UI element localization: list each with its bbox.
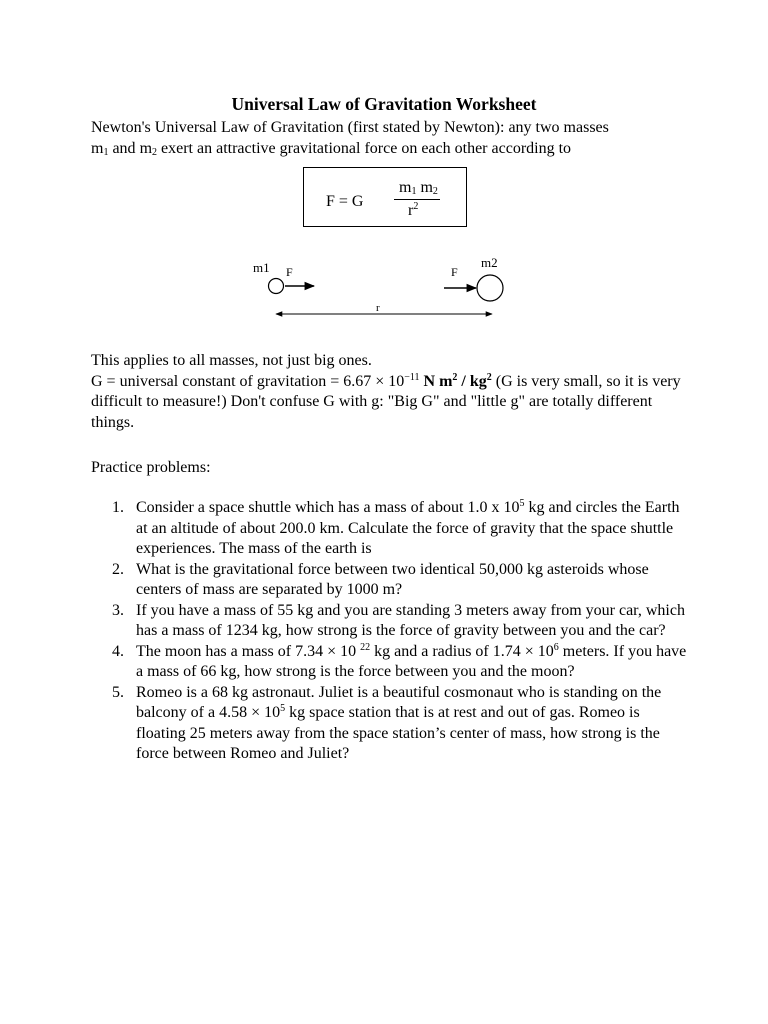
intro-and: and xyxy=(108,139,140,157)
problem-text: kg and circles the Earth at an altitude of about 200.0 km. Calculate the force of gravity that the space shuttle experiences. The mass of the earth is xyxy=(136,499,680,557)
two-mass-diagram xyxy=(250,253,510,323)
distance-label: r xyxy=(376,302,380,314)
problem-number: 3. xyxy=(112,601,124,619)
problem-number: 1. xyxy=(112,499,124,516)
explanation-text xyxy=(91,351,691,433)
force-left-label: F xyxy=(286,265,293,279)
problem-text: The moon has a mass of 7.34 × 10 xyxy=(136,642,361,660)
fraction-bar xyxy=(394,199,440,200)
formula-r: r xyxy=(408,202,414,219)
g-units-n-m: N m xyxy=(419,372,453,390)
problem-number: 4. xyxy=(112,642,124,660)
intro-m1-subscript: 1 xyxy=(103,146,109,158)
exponent: 6 xyxy=(553,641,559,653)
applies-line: This applies to all masses, not just big ones. xyxy=(91,352,372,369)
problem-text: Consider a space shuttle which has a mass of about 1.0 x 10 xyxy=(136,499,520,516)
problem-number: 5. xyxy=(112,683,124,701)
intro-paragraph xyxy=(91,118,691,159)
big-g-definition xyxy=(91,372,691,434)
force-right-label: F xyxy=(451,265,458,279)
problem-4 xyxy=(91,642,691,683)
formula-denominator xyxy=(408,201,418,222)
g-units-kg-exponent: 2 xyxy=(486,371,492,383)
problem-text: What is the gravitational force between two identical 50,000 kg asteroids whose centers of mass are separated by 1000 m? xyxy=(136,560,649,598)
problem-text: meters. If you have a mass of 66 kg, how strong is the force between you and the moon? xyxy=(136,642,687,680)
problem-3 xyxy=(91,601,691,642)
problem-2 xyxy=(91,560,691,601)
problem-text: Romeo is a 68 kg astronaut. Juliet is a beautiful cosmonaut who is standing on the balcony of a 4.58 × 10 xyxy=(136,683,662,721)
g-explanation: (G is very small, so it is very difficult to measure!) Don't confuse G with g: "Big G" and "little g" are totally different things. xyxy=(91,372,681,431)
g-exponent: −11 xyxy=(404,371,420,383)
g-units-m-exponent: 2 xyxy=(452,371,458,383)
formula-lhs: F = G xyxy=(326,193,364,210)
exponent: 22 xyxy=(360,641,371,653)
intro-m2: m xyxy=(139,139,153,157)
mass-1-circle xyxy=(269,279,284,294)
exponent: 5 xyxy=(280,703,286,714)
formula-m2-subscript: 2 xyxy=(432,186,438,197)
intro-line-1: Newton's Universal Law of Gravitation (first stated by Newton): any two masses xyxy=(91,119,609,136)
intro-m2-subscript: 2 xyxy=(152,146,158,158)
problem-5 xyxy=(91,683,691,765)
g-constant-text: G = universal constant of gravitation = 6.67 × 10 xyxy=(91,372,405,390)
intro-line-2: exert an attractive gravitational force on each other according to xyxy=(157,139,572,157)
worksheet-title: Universal Law of Gravitation Worksheet xyxy=(231,94,537,114)
m1-label: m1 xyxy=(253,260,270,275)
gravitation-formula-box xyxy=(303,167,467,227)
mass-2-circle xyxy=(477,275,503,301)
formula-m1: m xyxy=(399,179,412,196)
g-units xyxy=(420,373,492,390)
exponent: 5 xyxy=(519,498,525,509)
problem-text: kg space station that is at rest and out of gas. Romeo is floating 25 meters away from the space station’s center of mass, how strong is the force between Romeo and Juliet? xyxy=(136,704,660,762)
formula-m2: m xyxy=(420,179,433,196)
practice-heading: Practice problems: xyxy=(91,459,211,476)
problem-number: 2. xyxy=(112,560,124,578)
practice-problems-list xyxy=(91,498,691,765)
problem-text: kg and a radius of 1.74 × 10 xyxy=(370,642,554,660)
g-units-kg: / kg xyxy=(457,372,487,390)
formula-numerator xyxy=(399,178,438,199)
problem-text: If you have a mass of 55 kg and you are standing 3 meters away from your car, which has a mass of 1234 kg, how strong is the force of gravity between you and the car? xyxy=(136,601,685,639)
m2-label: m2 xyxy=(481,255,498,270)
formula-m1-subscript: 1 xyxy=(411,186,417,197)
intro-m1: m xyxy=(91,139,104,157)
problem-1 xyxy=(91,498,691,560)
formula-r-exponent: 2 xyxy=(413,201,419,212)
